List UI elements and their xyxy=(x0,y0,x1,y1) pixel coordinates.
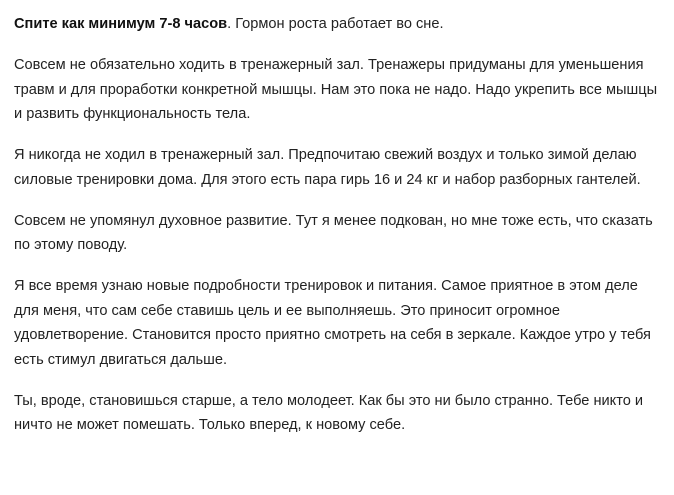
paragraph-spiritual: Совсем не упомянул духовное развитие. Тут я менее подкован, но мне тоже есть, что сказать по этому поводу. xyxy=(14,212,653,253)
paragraph-home-training: Я никогда не ходил в тренажерный зал. Предпочитаю свежий воздух и только зимой делаю силовые тренировки дома. Для этого есть пара гирь 16 и 24 кг и набор разборных гантелей. xyxy=(14,147,641,188)
intro-rest-text: . Гормон роста работает во сне. xyxy=(227,16,444,32)
paragraph-gym: Совсем не обязательно ходить в тренажерный зал. Тренажеры придуманы для уменьшения травм и для проработки конкретной мышцы. Нам это пока не надо. Надо укрепить все мышцы и развить функциональность тела. xyxy=(14,57,658,122)
paragraph-conclusion: Ты, вроде, становишься старше, а тело молодеет. Как бы это ни было странно. Тебе никто и ничто не может помешать. Только вперед, к новому себе. xyxy=(14,392,644,433)
intro-paragraph xyxy=(14,12,666,37)
article-body xyxy=(14,12,666,438)
intro-bold-text: Спите как минимум 7-8 часов xyxy=(14,16,228,32)
paragraph-progress: Я все время узнаю новые подробности тренировок и питания. Самое приятное в этом деле для меня, что сам себе ставишь цель и ее выполняешь. Это приносит огромное удовлетворение. Становится просто приятно смотреть на себя в зеркале. Каждое утро у тебя есть стимул двигаться дальше. xyxy=(14,278,651,368)
